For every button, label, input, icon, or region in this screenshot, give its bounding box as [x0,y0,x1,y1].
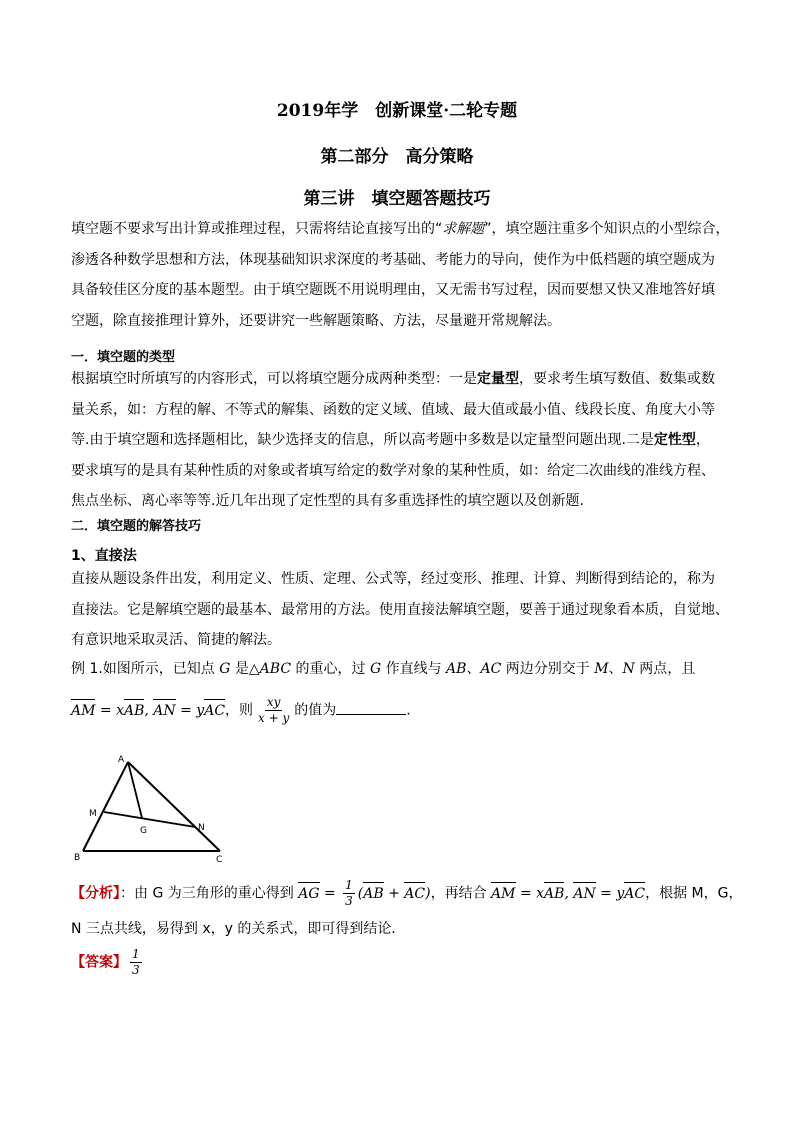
intro-line-1: 填空题不要求写出计算或推理过程，只需将结论直接写出的“求解题”，填空题注重多个知识点的小型综合， [71,221,730,237]
one-third-fraction: $\frac{1}{3}$ [345,878,353,908]
answer-tag: 【答案】 [71,954,127,971]
section1-line-1: 根据填空时所填写的内容形式，可以将填空题分成两种类型：一是定量型，要求考生填写数值、数集或数 [71,371,715,387]
segment-ag [128,762,142,818]
side-ac [128,762,220,851]
section2-line-2: 直接法。它是解填空题的最基本、最常用的方法。使用直接法解填空题，要善于通过现象看本质，自觉地、 [71,601,729,618]
document-title: 2019年学 创新课堂·二轮专题 [276,101,518,121]
section1-line-2: 量关系，如：方程的解、不等式的解集、函数的定义域、值域、最大值或最小值、线段长度、角度大小等 [71,401,715,418]
section2-line-3: 有意识地采取灵活、简捷的解法。 [71,632,281,648]
label-c: C [216,855,223,865]
label-b: B [74,853,81,863]
section2-heading: 二．填空题的解答技巧 [71,519,202,534]
label-m: M [89,809,97,819]
triangle-figure [70,750,240,865]
method-heading: 1、直接法 [71,548,137,564]
label-a: A [118,755,125,765]
section1-paragraph [71,364,731,517]
example-statement: 例 1.如图所示，已知点 G 是△ABC 的重心，过 G 作直线与 AB、AC 两边分别交于 M、N 两点，且 [71,661,696,677]
intro-paragraph [71,214,731,336]
intro-line-2: 渗透各种数学思想和方法，体现基础知识求深度的考基础、考能力的导向，使作为中低档题的填空题成为 [71,251,715,268]
analysis-tag: 【分析】 [71,885,120,902]
section1-heading: 一．填空题的类型 [71,350,176,365]
answer-line [71,947,145,978]
intro-line-3: 具备较佳区分度的基本题型。由于填空题既不用说明理由，又无需书写过程，因而要想又快又准地答好填 [71,282,715,298]
intro-line-4: 空题，除直接推理计算外，还要讲究一些解题策略、方法，尽量避开常规解法。 [71,312,561,329]
answer-blank [336,702,406,715]
section2-line-1: 直接从题设条件出发，利用定义、性质、定理、公式等，经过变形、推理、计算、判断得到结论的，称为 [71,571,715,587]
label-n: N [198,823,205,833]
example-equation: AM = xAB, AN = yAC，则 $\frac{xy}{x + y}$ 的值为 . [71,695,411,725]
side-ab [83,762,128,851]
analysis-line-2: N 三点共线，易得到 x，y 的关系式，即可得到结论． [71,921,406,937]
section1-line-4: 要求填写的是具有某种性质的对象或者填写给定的数学对象的某种性质，如：给定二次曲线的准线方程、 [71,462,715,479]
xy-fraction: $\frac{xy}{x + y}$ [258,695,290,725]
section2-paragraph [71,564,731,656]
section1-line-3: 等.由于填空题和选择题相比，缺少选择支的信息，所以高考题中多数是以定量型问题出现.二是定性型， [71,432,710,448]
analysis-line-1: 【分析】：由 G 为三角形的重心得到 AG = $\frac{1}{3}$ (AB + AC)，再结合 AM = xAB, AN = yAC，根据 M，G， [71,878,743,908]
part-title: 第二部分 高分策略 [320,147,474,167]
lecture-title: 第三讲 填空题答题技巧 [303,189,491,209]
label-g: G [140,826,147,836]
section1-line-5: 焦点坐标、离心率等等.近几年出现了定性型的具有多重选择性的填空题以及创新题. [71,493,584,509]
answer-fraction: $\frac{1}{3}$ [132,947,140,977]
